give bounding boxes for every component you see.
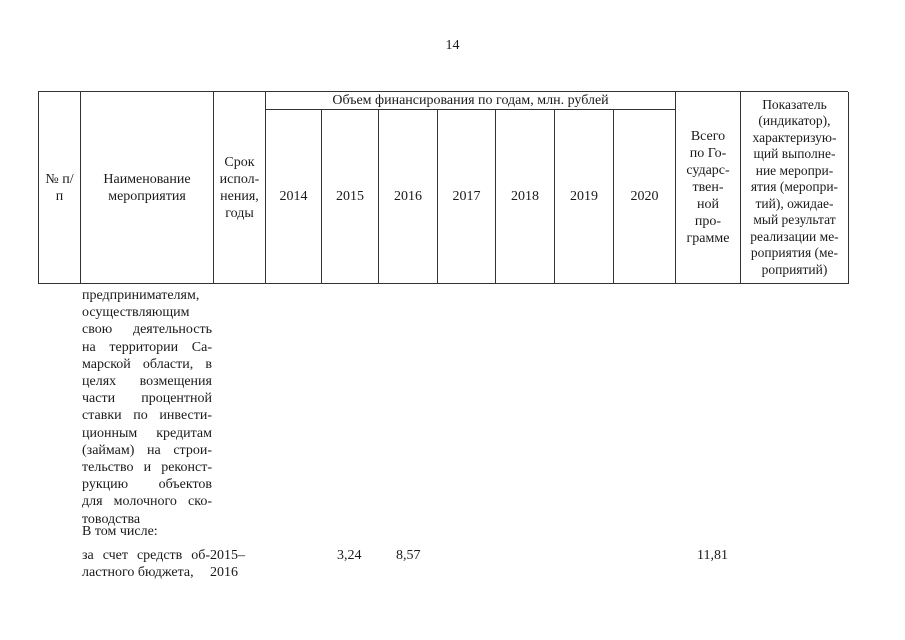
header-term bbox=[214, 92, 266, 284]
header-year-label: 2019 bbox=[570, 189, 598, 204]
header-num bbox=[39, 92, 81, 284]
row-name-line: за счет средств об- bbox=[82, 548, 210, 563]
table-header bbox=[38, 91, 848, 284]
header-indicator-line: (индикатор), bbox=[758, 113, 831, 129]
header-year-label: 2015 bbox=[336, 189, 364, 204]
header-name-line: мероприятия bbox=[108, 188, 186, 204]
row-regional-budget-name bbox=[82, 547, 210, 581]
header-funding-label: Объем финансирования по годам, млн. рублей bbox=[332, 93, 609, 108]
header-total-line: грамме bbox=[686, 231, 730, 246]
row-value-total: 11,81 bbox=[697, 548, 728, 563]
description-line: осуществляющим bbox=[82, 305, 190, 321]
header-year-label: 2020 bbox=[630, 189, 659, 204]
header-indicator-line: ятия (меропри- bbox=[750, 179, 839, 195]
header-total-line: про- bbox=[694, 214, 722, 229]
header-year-2020 bbox=[614, 110, 676, 284]
row-regional-budget-term bbox=[210, 547, 245, 581]
header-year-2014 bbox=[266, 110, 322, 284]
description-line: ционным кредитам bbox=[82, 425, 212, 441]
header-term-line: годы bbox=[225, 205, 254, 221]
header-indicator-line: роприятия (ме- bbox=[750, 245, 839, 261]
row-term-line: 2015– bbox=[210, 548, 245, 563]
header-indicator-line: щий выполне- bbox=[753, 146, 836, 162]
header-total-line: по Го- bbox=[689, 146, 727, 161]
header-total-line: твен- bbox=[692, 180, 724, 195]
description-line: свою деятельность bbox=[82, 322, 212, 338]
header-year-2015 bbox=[322, 110, 379, 284]
description-line: рукцию объектов bbox=[82, 477, 212, 493]
header-indicator-line: роприятий) bbox=[761, 261, 828, 277]
header-year-label: 2017 bbox=[452, 189, 481, 204]
header-total-line: ной bbox=[697, 197, 719, 212]
description-line: ставки по инвести- bbox=[82, 408, 212, 424]
header-funding-group bbox=[266, 92, 676, 110]
row-name-line: ластного бюджета, bbox=[82, 565, 194, 581]
header-num-label: № п/п bbox=[45, 171, 74, 204]
header-year-2019 bbox=[555, 110, 614, 284]
including-label: В том числе: bbox=[82, 524, 158, 539]
description-line: предпринимателям, bbox=[82, 288, 200, 303]
header-year-2018 bbox=[496, 110, 555, 284]
activity-description bbox=[82, 287, 212, 528]
page-number: 14 bbox=[445, 38, 460, 53]
header-total-line: Всего bbox=[690, 129, 726, 144]
row-value-2016: 8,57 bbox=[396, 548, 421, 563]
header-total bbox=[676, 92, 741, 284]
header-year-label: 2018 bbox=[511, 189, 539, 204]
description-line: части процентной bbox=[82, 391, 212, 407]
header-term-line: Срок bbox=[224, 154, 255, 170]
description-line: марской области, в bbox=[82, 356, 212, 372]
header-year-label: 2014 bbox=[279, 189, 308, 204]
description-line: товодства bbox=[82, 511, 141, 527]
header-year-label: 2016 bbox=[394, 189, 422, 204]
header-indicator-line: характеризую- bbox=[752, 129, 837, 145]
description-line: тельство и реконст- bbox=[82, 460, 212, 476]
header-indicator-line: ние меропри- bbox=[755, 162, 834, 178]
header-indicator bbox=[741, 92, 849, 284]
header-name bbox=[81, 92, 214, 284]
header-term-line: испол- bbox=[219, 171, 260, 187]
header-indicator-line: тий), ожидае- bbox=[755, 195, 834, 211]
row-term-line: 2016 bbox=[210, 565, 238, 581]
header-name-line: Наименование bbox=[103, 171, 191, 187]
header-total-line: сударс- bbox=[686, 163, 730, 178]
header-indicator-line: мый результат bbox=[753, 212, 836, 228]
description-line: на территории Са- bbox=[82, 339, 212, 355]
description-line: целях возмещения bbox=[82, 374, 212, 390]
header-year-2017 bbox=[438, 110, 496, 284]
header-term-line: нения, bbox=[220, 188, 259, 204]
header-indicator-line: реализации ме- bbox=[750, 228, 839, 244]
row-value-2015: 3,24 bbox=[337, 548, 362, 563]
description-line: для молочного ско- bbox=[82, 494, 212, 510]
description-line: (займам) на строи- bbox=[82, 442, 212, 458]
header-indicator-line: Показатель bbox=[762, 96, 827, 112]
header-year-2016 bbox=[379, 110, 438, 284]
